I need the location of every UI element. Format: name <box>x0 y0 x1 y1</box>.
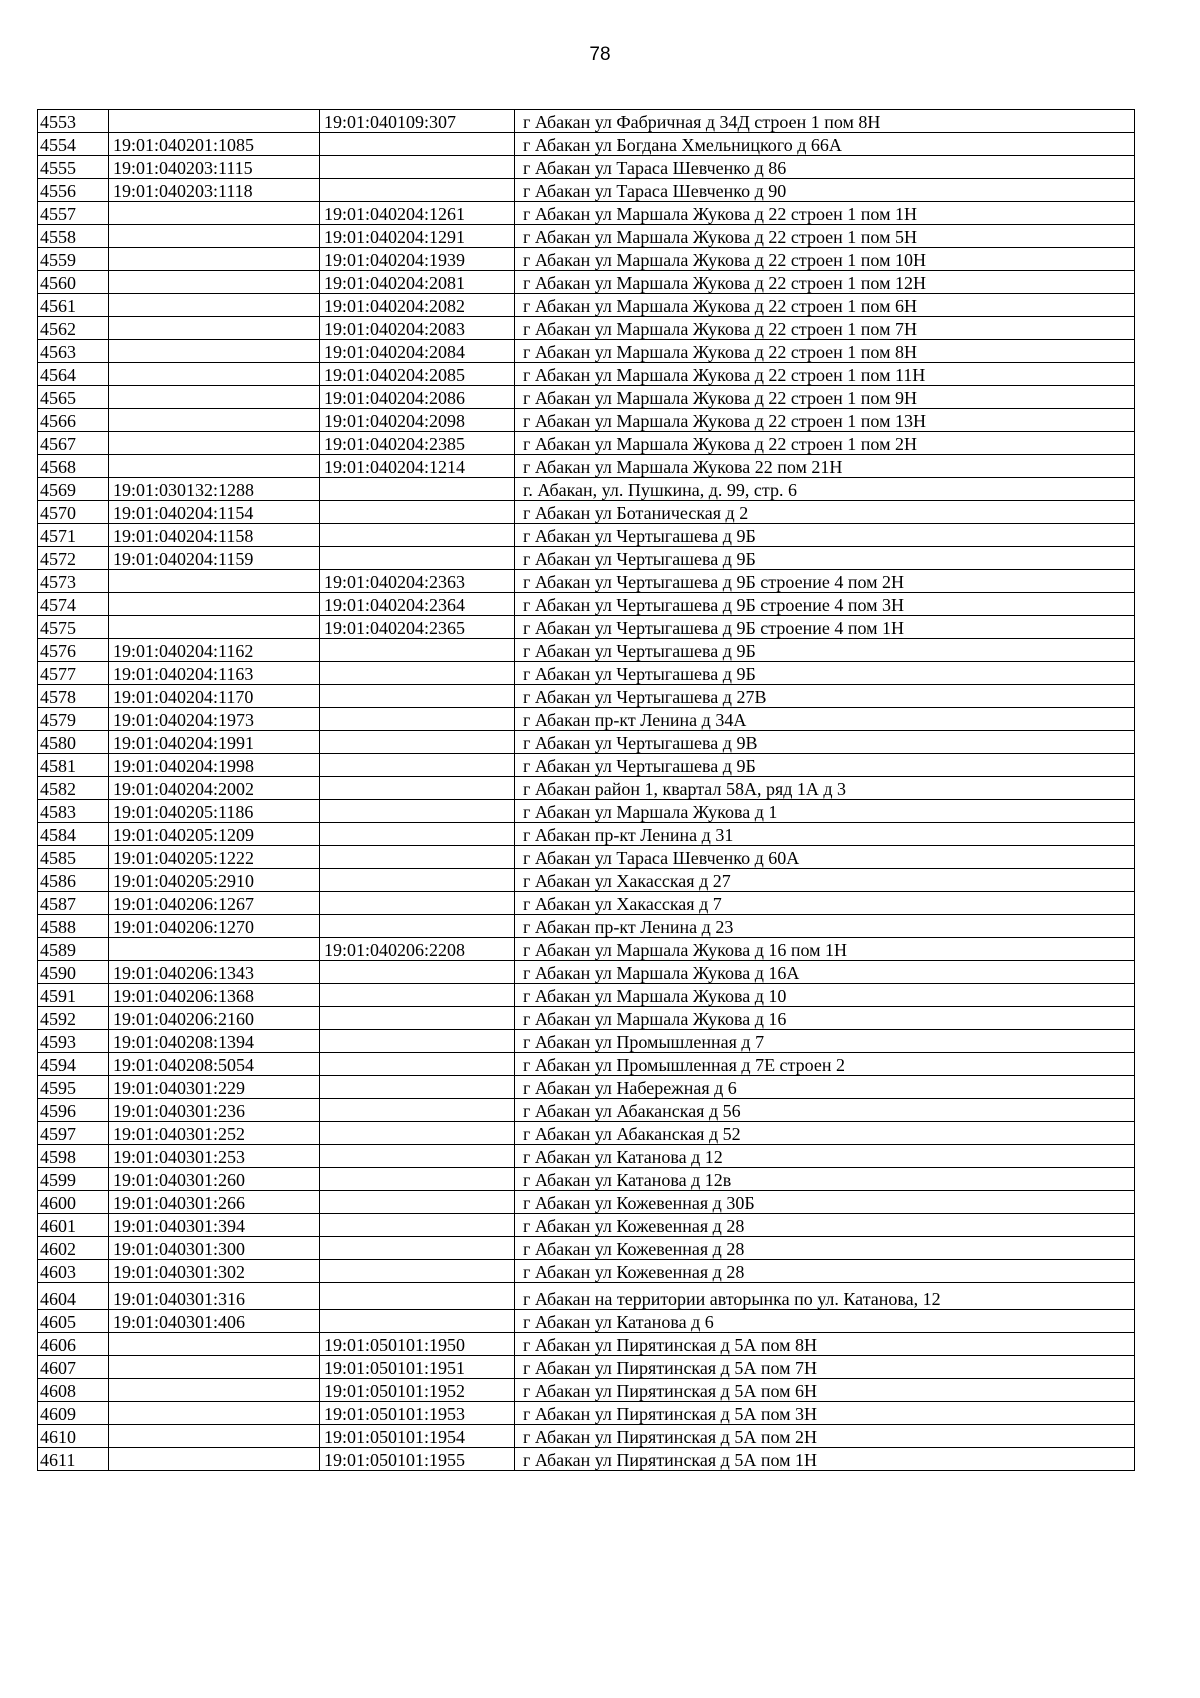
address-cell: г Абакан ул Кожевенная д 28 <box>515 1214 1135 1237</box>
address-cell: г Абакан ул Катанова д 12в <box>515 1168 1135 1191</box>
address-cell: г Абакан ул Чертыгашева д 9Б <box>515 524 1135 547</box>
premises-cadastral-number-cell <box>320 708 515 731</box>
cadastral-number-cell <box>109 432 320 455</box>
address-cell: г Абакан ул Чертыгашева д 9Б <box>515 754 1135 777</box>
premises-cadastral-number-cell <box>320 915 515 938</box>
row-number-cell: 4559 <box>38 248 109 271</box>
address-cell: г Абакан ул Маршала Жукова д 16А <box>515 961 1135 984</box>
premises-cadastral-number-cell: 19:01:040109:307 <box>320 110 515 133</box>
address-cell: г Абакан ул Фабричная д 34Д строен 1 пом 8Н <box>515 110 1135 133</box>
row-number-cell: 4562 <box>38 317 109 340</box>
premises-cadastral-number-cell <box>320 731 515 754</box>
row-number-cell: 4611 <box>38 1448 109 1471</box>
cadastral-number-cell: 19:01:040301:394 <box>109 1214 320 1237</box>
row-number-cell: 4558 <box>38 225 109 248</box>
cadastral-number-cell: 19:01:040204:1998 <box>109 754 320 777</box>
premises-cadastral-number-cell: 19:01:040204:1939 <box>320 248 515 271</box>
premises-cadastral-number-cell <box>320 1214 515 1237</box>
cadastral-number-cell: 19:01:040301:260 <box>109 1168 320 1191</box>
row-number-cell: 4565 <box>38 386 109 409</box>
table-row <box>38 1356 1135 1379</box>
premises-cadastral-number-cell: 19:01:040204:2098 <box>320 409 515 432</box>
cadastral-number-cell <box>109 202 320 225</box>
row-number-cell: 4561 <box>38 294 109 317</box>
table-row <box>38 432 1135 455</box>
row-number-cell: 4606 <box>38 1333 109 1356</box>
row-number-cell: 4571 <box>38 524 109 547</box>
address-cell: г Абакан ул Маршала Жукова д 22 строен 1 пом 9Н <box>515 386 1135 409</box>
address-cell: г Абакан ул Маршала Жукова д 22 строен 1 пом 12Н <box>515 271 1135 294</box>
premises-cadastral-number-cell <box>320 662 515 685</box>
table-row <box>38 961 1135 984</box>
table-row <box>38 317 1135 340</box>
table-row <box>38 547 1135 570</box>
premises-cadastral-number-cell <box>320 501 515 524</box>
table-row <box>38 225 1135 248</box>
cadastral-number-cell: 19:01:040203:1115 <box>109 156 320 179</box>
table-row <box>38 156 1135 179</box>
cadastral-number-cell: 19:01:040301:316 <box>109 1283 320 1310</box>
cadastral-number-cell: 19:01:040204:1170 <box>109 685 320 708</box>
address-cell: г Абакан ул Маршала Жукова д 22 строен 1 пом 6Н <box>515 294 1135 317</box>
row-number-cell: 4585 <box>38 846 109 869</box>
table-row <box>38 800 1135 823</box>
cadastral-number-cell <box>109 455 320 478</box>
premises-cadastral-number-cell <box>320 754 515 777</box>
table-row <box>38 1007 1135 1030</box>
address-cell: г Абакан ул Абаканская д 52 <box>515 1122 1135 1145</box>
row-number-cell: 4597 <box>38 1122 109 1145</box>
address-cell: г Абакан пр-кт Ленина д 31 <box>515 823 1135 846</box>
premises-cadastral-number-cell <box>320 777 515 800</box>
premises-cadastral-number-cell <box>320 685 515 708</box>
address-cell: г Абакан ул Промышленная д 7Е строен 2 <box>515 1053 1135 1076</box>
registry-body <box>38 110 1135 1471</box>
address-cell: г Абакан ул Катанова д 6 <box>515 1310 1135 1333</box>
row-number-cell: 4572 <box>38 547 109 570</box>
cadastral-number-cell <box>109 110 320 133</box>
table-row <box>38 363 1135 386</box>
table-row <box>38 294 1135 317</box>
premises-cadastral-number-cell: 19:01:040204:2086 <box>320 386 515 409</box>
cadastral-number-cell: 19:01:040206:1368 <box>109 984 320 1007</box>
row-number-cell: 4568 <box>38 455 109 478</box>
page-number: 78 <box>589 44 611 65</box>
row-number-cell: 4554 <box>38 133 109 156</box>
premises-cadastral-number-cell: 19:01:040204:2364 <box>320 593 515 616</box>
table-row <box>38 271 1135 294</box>
premises-cadastral-number-cell: 19:01:040204:1291 <box>320 225 515 248</box>
address-cell: г. Абакан, ул. Пушкина, д. 99, стр. 6 <box>515 478 1135 501</box>
row-number-cell: 4594 <box>38 1053 109 1076</box>
cadastral-number-cell <box>109 1333 320 1356</box>
cadastral-number-cell: 19:01:040301:300 <box>109 1237 320 1260</box>
row-number-cell: 4593 <box>38 1030 109 1053</box>
table-row <box>38 1379 1135 1402</box>
address-cell: г Абакан ул Маршала Жукова д 16 <box>515 1007 1135 1030</box>
cadastral-number-cell: 19:01:040205:1186 <box>109 800 320 823</box>
premises-cadastral-number-cell <box>320 156 515 179</box>
address-cell: г Абакан ул Чертыгашева д 9Б строение 4 пом 1Н <box>515 616 1135 639</box>
cadastral-number-cell: 19:01:040204:2002 <box>109 777 320 800</box>
row-number-cell: 4600 <box>38 1191 109 1214</box>
premises-cadastral-number-cell <box>320 179 515 202</box>
cadastral-number-cell <box>109 1448 320 1471</box>
cadastral-number-cell: 19:01:040204:1991 <box>109 731 320 754</box>
address-cell: г Абакан ул Маршала Жукова д 22 строен 1 пом 13Н <box>515 409 1135 432</box>
row-number-cell: 4569 <box>38 478 109 501</box>
table-row <box>38 1448 1135 1471</box>
table-row <box>38 1283 1135 1310</box>
premises-cadastral-number-cell: 19:01:050101:1950 <box>320 1333 515 1356</box>
row-number-cell: 4580 <box>38 731 109 754</box>
premises-cadastral-number-cell <box>320 133 515 156</box>
cadastral-number-cell <box>109 271 320 294</box>
table-row <box>38 133 1135 156</box>
cadastral-number-cell: 19:01:040301:266 <box>109 1191 320 1214</box>
row-number-cell: 4595 <box>38 1076 109 1099</box>
table-row <box>38 915 1135 938</box>
cadastral-number-cell: 19:01:040206:1270 <box>109 915 320 938</box>
table-row <box>38 110 1135 133</box>
cadastral-number-cell: 19:01:040208:5054 <box>109 1053 320 1076</box>
table-row <box>38 409 1135 432</box>
cadastral-number-cell: 19:01:040204:1973 <box>109 708 320 731</box>
address-cell: г Абакан пр-кт Ленина д 23 <box>515 915 1135 938</box>
cadastral-number-cell: 19:01:040301:229 <box>109 1076 320 1099</box>
premises-cadastral-number-cell <box>320 961 515 984</box>
address-cell: г Абакан ул Пирятинская д 5А пом 8Н <box>515 1333 1135 1356</box>
row-number-cell: 4574 <box>38 593 109 616</box>
premises-cadastral-number-cell <box>320 1260 515 1283</box>
table-row <box>38 1122 1135 1145</box>
table-row <box>38 616 1135 639</box>
row-number-cell: 4583 <box>38 800 109 823</box>
row-number-cell: 4603 <box>38 1260 109 1283</box>
row-number-cell: 4575 <box>38 616 109 639</box>
row-number-cell: 4598 <box>38 1145 109 1168</box>
table-row <box>38 639 1135 662</box>
premises-cadastral-number-cell <box>320 1237 515 1260</box>
address-cell: г Абакан ул Тараса Шевченко д 86 <box>515 156 1135 179</box>
address-cell: г Абакан район 1, квартал 58А, ряд 1А д 3 <box>515 777 1135 800</box>
cadastral-number-cell <box>109 593 320 616</box>
table-row <box>38 984 1135 1007</box>
address-cell: г Абакан ул Маршала Жукова д 22 строен 1 пом 8Н <box>515 340 1135 363</box>
table-row <box>38 662 1135 685</box>
premises-cadastral-number-cell: 19:01:040204:2385 <box>320 432 515 455</box>
cadastral-number-cell: 19:01:040206:1267 <box>109 892 320 915</box>
premises-cadastral-number-cell <box>320 1076 515 1099</box>
cadastral-number-cell: 19:01:040301:236 <box>109 1099 320 1122</box>
table-row <box>38 1214 1135 1237</box>
table-row <box>38 340 1135 363</box>
cadastral-number-cell: 19:01:040206:2160 <box>109 1007 320 1030</box>
table-row <box>38 1030 1135 1053</box>
table-row <box>38 593 1135 616</box>
address-cell: г Абакан ул Кожевенная д 30Б <box>515 1191 1135 1214</box>
address-cell: г Абакан ул Тараса Шевченко д 60А <box>515 846 1135 869</box>
premises-cadastral-number-cell <box>320 1191 515 1214</box>
table-row <box>38 1402 1135 1425</box>
table-row <box>38 1145 1135 1168</box>
premises-cadastral-number-cell <box>320 800 515 823</box>
premises-cadastral-number-cell <box>320 1168 515 1191</box>
premises-cadastral-number-cell <box>320 1030 515 1053</box>
address-cell: г Абакан ул Абаканская д 56 <box>515 1099 1135 1122</box>
table-row <box>38 524 1135 547</box>
row-number-cell: 4566 <box>38 409 109 432</box>
row-number-cell: 4584 <box>38 823 109 846</box>
cadastral-number-cell <box>109 570 320 593</box>
table-row <box>38 202 1135 225</box>
address-cell: г Абакан ул Чертыгашева д 9Б <box>515 639 1135 662</box>
address-cell: г Абакан ул Маршала Жукова д 16 пом 1Н <box>515 938 1135 961</box>
cadastral-number-cell <box>109 248 320 271</box>
address-cell: г Абакан ул Маршала Жукова д 1 <box>515 800 1135 823</box>
premises-cadastral-number-cell: 19:01:050101:1951 <box>320 1356 515 1379</box>
table-row <box>38 1333 1135 1356</box>
table-row <box>38 892 1135 915</box>
table-row <box>38 754 1135 777</box>
row-number-cell: 4555 <box>38 156 109 179</box>
premises-cadastral-number-cell <box>320 823 515 846</box>
premises-cadastral-number-cell: 19:01:040204:2363 <box>320 570 515 593</box>
address-cell: г Абакан ул Пирятинская д 5А пом 7Н <box>515 1356 1135 1379</box>
table-row <box>38 1425 1135 1448</box>
table-row <box>38 685 1135 708</box>
premises-cadastral-number-cell <box>320 892 515 915</box>
table-row <box>38 1191 1135 1214</box>
property-registry-table <box>37 109 1135 1471</box>
address-cell: г Абакан ул Чертыгашева д 27В <box>515 685 1135 708</box>
cadastral-number-cell <box>109 1379 320 1402</box>
table-row <box>38 1099 1135 1122</box>
premises-cadastral-number-cell <box>320 1122 515 1145</box>
table-row <box>38 501 1135 524</box>
row-number-cell: 4609 <box>38 1402 109 1425</box>
cadastral-number-cell: 19:01:040203:1118 <box>109 179 320 202</box>
row-number-cell: 4596 <box>38 1099 109 1122</box>
cadastral-number-cell: 19:01:040301:406 <box>109 1310 320 1333</box>
row-number-cell: 4588 <box>38 915 109 938</box>
cadastral-number-cell: 19:01:040204:1162 <box>109 639 320 662</box>
address-cell: г Абакан на территории авторынка по ул. Катанова, 12 <box>515 1283 1135 1310</box>
cadastral-number-cell: 19:01:040204:1163 <box>109 662 320 685</box>
cadastral-number-cell <box>109 1402 320 1425</box>
row-number-cell: 4573 <box>38 570 109 593</box>
row-number-cell: 4564 <box>38 363 109 386</box>
table-row <box>38 570 1135 593</box>
row-number-cell: 4590 <box>38 961 109 984</box>
premises-cadastral-number-cell <box>320 869 515 892</box>
cadastral-number-cell <box>109 938 320 961</box>
table-row <box>38 869 1135 892</box>
row-number-cell: 4581 <box>38 754 109 777</box>
cadastral-number-cell <box>109 386 320 409</box>
address-cell: г Абакан ул Хакасская д 7 <box>515 892 1135 915</box>
address-cell: г Абакан ул Чертыгашева д 9В <box>515 731 1135 754</box>
premises-cadastral-number-cell: 19:01:050101:1954 <box>320 1425 515 1448</box>
table-row <box>38 1076 1135 1099</box>
address-cell: г Абакан ул Маршала Жукова д 22 строен 1 пом 10Н <box>515 248 1135 271</box>
row-number-cell: 4608 <box>38 1379 109 1402</box>
premises-cadastral-number-cell: 19:01:040204:1261 <box>320 202 515 225</box>
table-row <box>38 1260 1135 1283</box>
address-cell: г Абакан ул Маршала Жукова д 22 строен 1 пом 1Н <box>515 202 1135 225</box>
row-number-cell: 4589 <box>38 938 109 961</box>
premises-cadastral-number-cell <box>320 1145 515 1168</box>
row-number-cell: 4557 <box>38 202 109 225</box>
row-number-cell: 4579 <box>38 708 109 731</box>
address-cell: г Абакан пр-кт Ленина д 34А <box>515 708 1135 731</box>
cadastral-number-cell <box>109 616 320 639</box>
address-cell: г Абакан ул Маршала Жукова д 22 строен 1 пом 11Н <box>515 363 1135 386</box>
address-cell: г Абакан ул Набережная д 6 <box>515 1076 1135 1099</box>
row-number-cell: 4577 <box>38 662 109 685</box>
cadastral-number-cell <box>109 340 320 363</box>
cadastral-number-cell: 19:01:040205:1209 <box>109 823 320 846</box>
table-row <box>38 1168 1135 1191</box>
row-number-cell: 4607 <box>38 1356 109 1379</box>
address-cell: г Абакан ул Чертыгашева д 9Б <box>515 547 1135 570</box>
premises-cadastral-number-cell <box>320 639 515 662</box>
row-number-cell: 4587 <box>38 892 109 915</box>
row-number-cell: 4605 <box>38 1310 109 1333</box>
address-cell: г Абакан ул Чертыгашева д 9Б строение 4 пом 2Н <box>515 570 1135 593</box>
row-number-cell: 4582 <box>38 777 109 800</box>
row-number-cell: 4560 <box>38 271 109 294</box>
cadastral-number-cell: 19:01:040301:252 <box>109 1122 320 1145</box>
row-number-cell: 4591 <box>38 984 109 1007</box>
cadastral-number-cell <box>109 409 320 432</box>
cadastral-number-cell <box>109 294 320 317</box>
cadastral-number-cell: 19:01:030132:1288 <box>109 478 320 501</box>
address-cell: г Абакан ул Ботаническая д 2 <box>515 501 1135 524</box>
address-cell: г Абакан ул Хакасская д 27 <box>515 869 1135 892</box>
premises-cadastral-number-cell: 19:01:050101:1952 <box>320 1379 515 1402</box>
table-row <box>38 708 1135 731</box>
address-cell: г Абакан ул Богдана Хмельницкого д 66А <box>515 133 1135 156</box>
cadastral-number-cell <box>109 363 320 386</box>
address-cell: г Абакан ул Маршала Жукова д 22 строен 1 пом 2Н <box>515 432 1135 455</box>
address-cell: г Абакан ул Пирятинская д 5А пом 6Н <box>515 1379 1135 1402</box>
cadastral-number-cell <box>109 225 320 248</box>
table-row <box>38 1310 1135 1333</box>
premises-cadastral-number-cell: 19:01:040204:2085 <box>320 363 515 386</box>
row-number-cell: 4570 <box>38 501 109 524</box>
table-row <box>38 386 1135 409</box>
premises-cadastral-number-cell: 19:01:040204:2084 <box>320 340 515 363</box>
cadastral-number-cell: 19:01:040205:2910 <box>109 869 320 892</box>
row-number-cell: 4586 <box>38 869 109 892</box>
premises-cadastral-number-cell <box>320 478 515 501</box>
address-cell: г Абакан ул Тараса Шевченко д 90 <box>515 179 1135 202</box>
address-cell: г Абакан ул Маршала Жукова д 22 строен 1 пом 5Н <box>515 225 1135 248</box>
cadastral-number-cell <box>109 1356 320 1379</box>
premises-cadastral-number-cell <box>320 1053 515 1076</box>
row-number-cell: 4610 <box>38 1425 109 1448</box>
table-row <box>38 248 1135 271</box>
address-cell: г Абакан ул Кожевенная д 28 <box>515 1260 1135 1283</box>
address-cell: г Абакан ул Пирятинская д 5А пом 2Н <box>515 1425 1135 1448</box>
row-number-cell: 4567 <box>38 432 109 455</box>
table-row <box>38 1053 1135 1076</box>
premises-cadastral-number-cell: 19:01:040204:2082 <box>320 294 515 317</box>
address-cell: г Абакан ул Маршала Жукова д 22 строен 1 пом 7Н <box>515 317 1135 340</box>
premises-cadastral-number-cell <box>320 1283 515 1310</box>
address-cell: г Абакан ул Маршала Жукова 22 пом 21Н <box>515 455 1135 478</box>
address-cell: г Абакан ул Чертыгашева д 9Б <box>515 662 1135 685</box>
cadastral-number-cell <box>109 317 320 340</box>
row-number-cell: 4604 <box>38 1283 109 1310</box>
address-cell: г Абакан ул Пирятинская д 5А пом 1Н <box>515 1448 1135 1471</box>
premises-cadastral-number-cell: 19:01:040204:2365 <box>320 616 515 639</box>
table-row <box>38 938 1135 961</box>
table-row <box>38 478 1135 501</box>
cadastral-number-cell: 19:01:040301:253 <box>109 1145 320 1168</box>
cadastral-number-cell: 19:01:040205:1222 <box>109 846 320 869</box>
cadastral-number-cell: 19:01:040201:1085 <box>109 133 320 156</box>
premises-cadastral-number-cell: 19:01:050101:1953 <box>320 1402 515 1425</box>
premises-cadastral-number-cell <box>320 547 515 570</box>
premises-cadastral-number-cell <box>320 524 515 547</box>
address-cell: г Абакан ул Чертыгашева д 9Б строение 4 пом 3Н <box>515 593 1135 616</box>
cadastral-number-cell: 19:01:040204:1159 <box>109 547 320 570</box>
address-cell: г Абакан ул Промышленная д 7 <box>515 1030 1135 1053</box>
premises-cadastral-number-cell <box>320 984 515 1007</box>
row-number-cell: 4602 <box>38 1237 109 1260</box>
table-row <box>38 455 1135 478</box>
premises-cadastral-number-cell: 19:01:040204:2083 <box>320 317 515 340</box>
cadastral-number-cell: 19:01:040204:1158 <box>109 524 320 547</box>
cadastral-number-cell: 19:01:040301:302 <box>109 1260 320 1283</box>
table-row <box>38 1237 1135 1260</box>
row-number-cell: 4592 <box>38 1007 109 1030</box>
address-cell: г Абакан ул Кожевенная д 28 <box>515 1237 1135 1260</box>
premises-cadastral-number-cell: 19:01:040204:2081 <box>320 271 515 294</box>
address-cell: г Абакан ул Маршала Жукова д 10 <box>515 984 1135 1007</box>
table-row <box>38 731 1135 754</box>
row-number-cell: 4556 <box>38 179 109 202</box>
cadastral-number-cell <box>109 1425 320 1448</box>
premises-cadastral-number-cell <box>320 846 515 869</box>
premises-cadastral-number-cell: 19:01:040206:2208 <box>320 938 515 961</box>
row-number-cell: 4601 <box>38 1214 109 1237</box>
row-number-cell: 4578 <box>38 685 109 708</box>
premises-cadastral-number-cell <box>320 1007 515 1030</box>
cadastral-number-cell: 19:01:040208:1394 <box>109 1030 320 1053</box>
row-number-cell: 4576 <box>38 639 109 662</box>
premises-cadastral-number-cell: 19:01:050101:1955 <box>320 1448 515 1471</box>
cadastral-number-cell: 19:01:040204:1154 <box>109 501 320 524</box>
address-cell: г Абакан ул Пирятинская д 5А пом 3Н <box>515 1402 1135 1425</box>
table-row <box>38 823 1135 846</box>
cadastral-number-cell: 19:01:040206:1343 <box>109 961 320 984</box>
row-number-cell: 4553 <box>38 110 109 133</box>
premises-cadastral-number-cell: 19:01:040204:1214 <box>320 455 515 478</box>
table-row <box>38 777 1135 800</box>
address-cell: г Абакан ул Катанова д 12 <box>515 1145 1135 1168</box>
table-row <box>38 846 1135 869</box>
premises-cadastral-number-cell <box>320 1310 515 1333</box>
row-number-cell: 4599 <box>38 1168 109 1191</box>
row-number-cell: 4563 <box>38 340 109 363</box>
premises-cadastral-number-cell <box>320 1099 515 1122</box>
table-row <box>38 179 1135 202</box>
